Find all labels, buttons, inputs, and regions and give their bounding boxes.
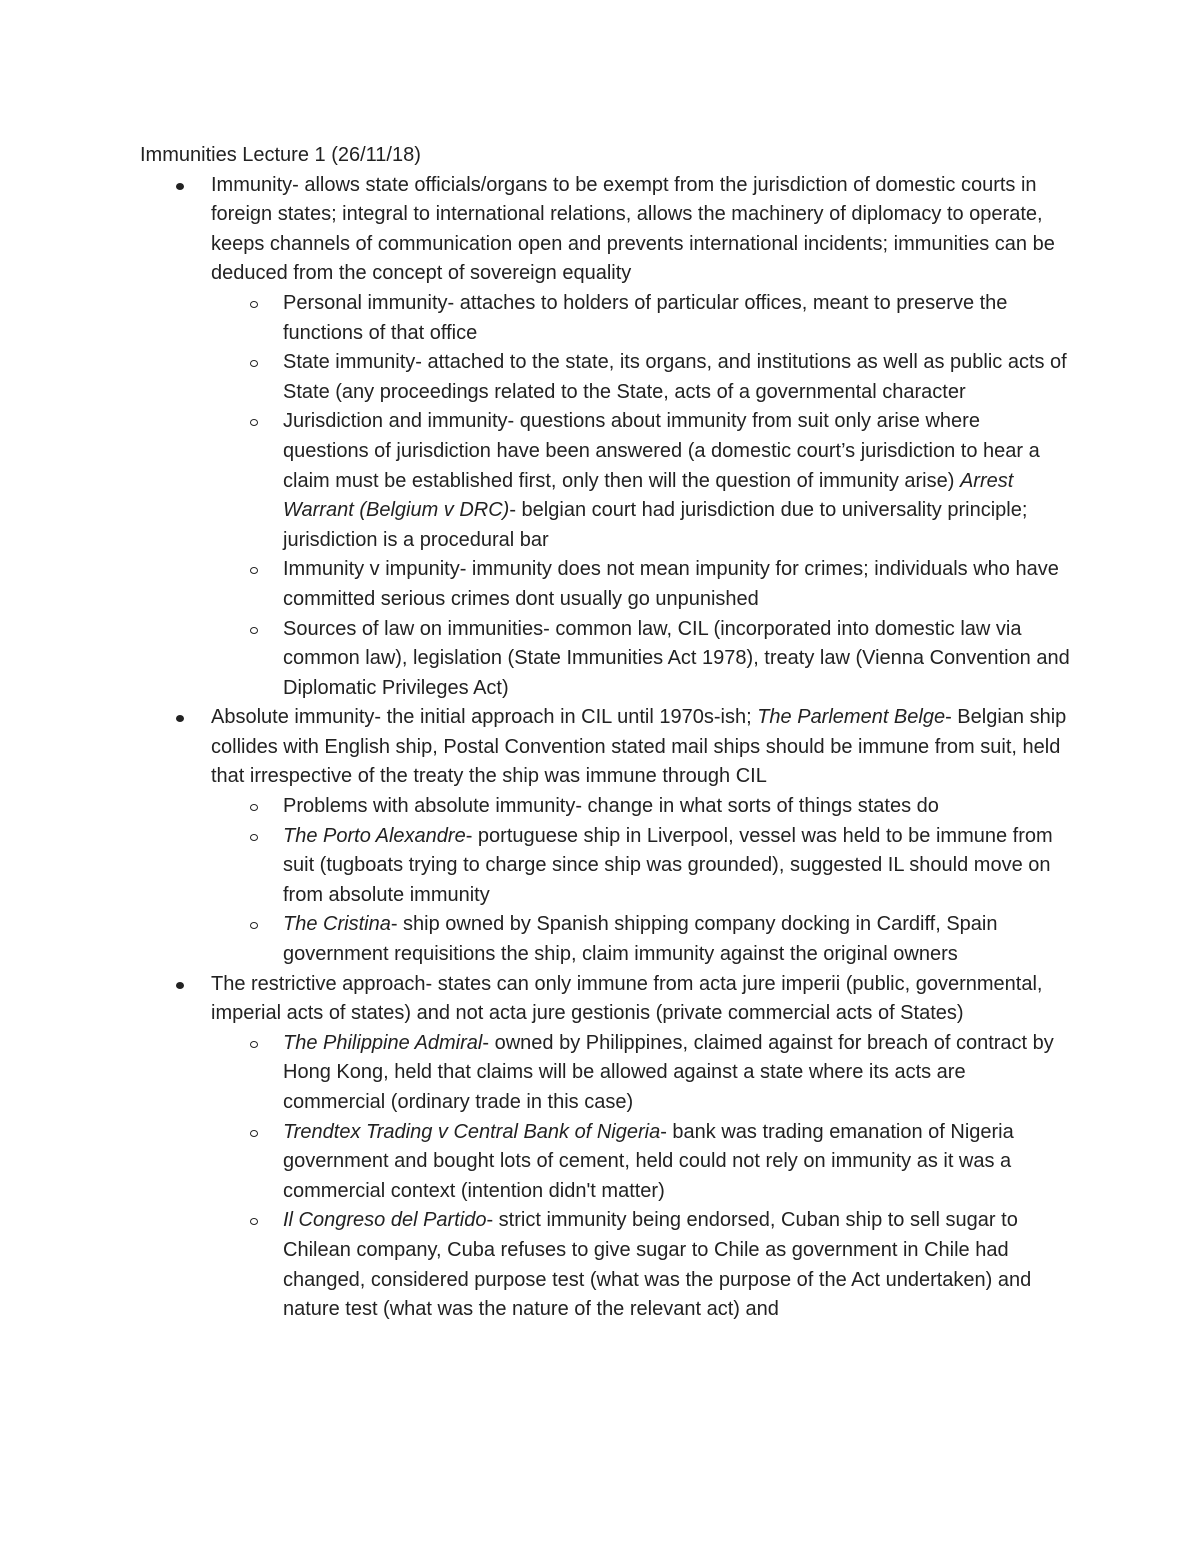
case-name: The Parlement Belge [757, 706, 946, 729]
item-text: Immunity- allows state officials/organs to be exempt from the jurisdiction of domestic courts in foreign states; integral to international relations, allows the machinery of diplomacy to operate, keeps channels of communication open and prevents international incidents; immunities can be deduced from the concept of sovereign equality [211, 173, 1055, 285]
item-text: - owned by Philippines, claimed against for breach of contract by Hong Kong, held that claims will be allowed against a state where its acts are commercial (ordinary trade in this case) [283, 1031, 1054, 1113]
sub-list-item [140, 910, 1070, 969]
item-text: - strict immunity being endorsed, Cuban ship to sell sugar to Chilean company, Cuba refuses to give sugar to Chile as government in Chile had changed, considered purpose test (what was the purpose of the Act undertaken) and nature test (what was the nature of the relevant act) and [283, 1209, 1032, 1321]
sub-list-item [140, 407, 1070, 555]
item-text: - belgian court had jurisdiction due to universality principle; jurisdiction is a procedural bar [283, 499, 1028, 551]
filled-bullet-icon [176, 183, 184, 190]
hollow-bullet-icon [250, 1130, 258, 1137]
sub-list-item [140, 555, 1070, 614]
list-item [140, 970, 1070, 1325]
sub-list-item [140, 289, 1070, 348]
hollow-bullet-icon [250, 419, 258, 426]
hollow-bullet-icon [250, 834, 258, 841]
sub-list-item [140, 1206, 1070, 1324]
list-item [140, 703, 1070, 969]
sub-list-item [140, 822, 1070, 911]
case-name: Trendtex Trading v Central Bank of Nigeria [283, 1120, 661, 1143]
case-name: Il Congreso del Partido [283, 1209, 487, 1232]
item-text: - ship owned by Spanish shipping company docking in Cardiff, Spain government requisitions the ship, claim immunity against the original owners [283, 913, 998, 966]
list-item [140, 171, 1070, 704]
item-text: State immunity- attached to the state, its organs, and institutions as well as public acts of State (any proceedings related to the State, acts of a governmental character [283, 351, 1067, 403]
document-page [140, 141, 1070, 1325]
sub-list [140, 289, 1070, 703]
item-text: The restrictive approach- states can only immune from acta jure imperii (public, governmental, imperial acts of states) and not acta jure gestionis (private commercial acts of States) [211, 972, 1043, 1025]
item-text: Absolute immunity- the initial approach in CIL until 1970s-ish; [211, 706, 758, 729]
hollow-bullet-icon [250, 301, 258, 308]
hollow-bullet-icon [250, 922, 258, 929]
item-text: Problems with absolute immunity- change in what sorts of things states do [283, 795, 939, 818]
hollow-bullet-icon [250, 627, 258, 634]
case-name: The Cristina [283, 913, 391, 936]
item-text: Immunity v impunity- immunity does not mean impunity for crimes; individuals who have committed serious crimes dont usually go unpunished [283, 558, 1059, 610]
sub-list-item [140, 615, 1070, 704]
sub-list [140, 792, 1070, 970]
page-title: Immunities Lecture 1 (26/11/18) [140, 144, 421, 166]
case-name: Arrest Warrant (Belgium v DRC) [283, 469, 1014, 522]
sub-list-item [140, 1118, 1070, 1207]
item-text: - bank was trading emanation of Nigeria government and bought lots of cement, held could not rely on immunity as it was a commercial context (intention didn't matter) [283, 1120, 1014, 1202]
item-text: - Belgian ship collides with English ship, Postal Convention stated mail ships should be immune from suit, held that irrespective of the treaty the ship was immune through CIL [211, 706, 1067, 788]
sub-list-item [140, 792, 1070, 822]
hollow-bullet-icon [250, 567, 258, 574]
bullet-list [140, 171, 1070, 1325]
item-text: Sources of law on immunities- common law, CIL (incorporated into domestic law via common law), legislation (State Immunities Act 1978), treaty law (Vienna Convention and Diplomatic Privileges Act) [283, 617, 1070, 699]
item-text: Jurisdiction and immunity- questions about immunity from suit only arise where questions of jurisdiction have been answered (a domestic court’s jurisdiction to hear a claim must be established first, only then will the question of immunity arise) [283, 410, 1040, 492]
item-text: - portuguese ship in Liverpool, vessel was held to be immune from suit (tugboats trying to charge since ship was grounded), suggested IL should move on from absolute immunity [283, 824, 1053, 906]
item-text: Personal immunity- attaches to holders of particular offices, meant to preserve the functions of that office [283, 291, 1008, 344]
case-name: The Porto Alexandre [283, 824, 466, 847]
hollow-bullet-icon [250, 1218, 258, 1225]
sub-list-item [140, 348, 1070, 407]
hollow-bullet-icon [250, 1041, 258, 1048]
sub-list-item [140, 1029, 1070, 1118]
hollow-bullet-icon [250, 804, 258, 811]
filled-bullet-icon [176, 715, 184, 722]
sub-list [140, 1029, 1070, 1325]
case-name: The Philippine Admiral [283, 1031, 483, 1054]
hollow-bullet-icon [250, 360, 258, 367]
filled-bullet-icon [176, 982, 184, 989]
